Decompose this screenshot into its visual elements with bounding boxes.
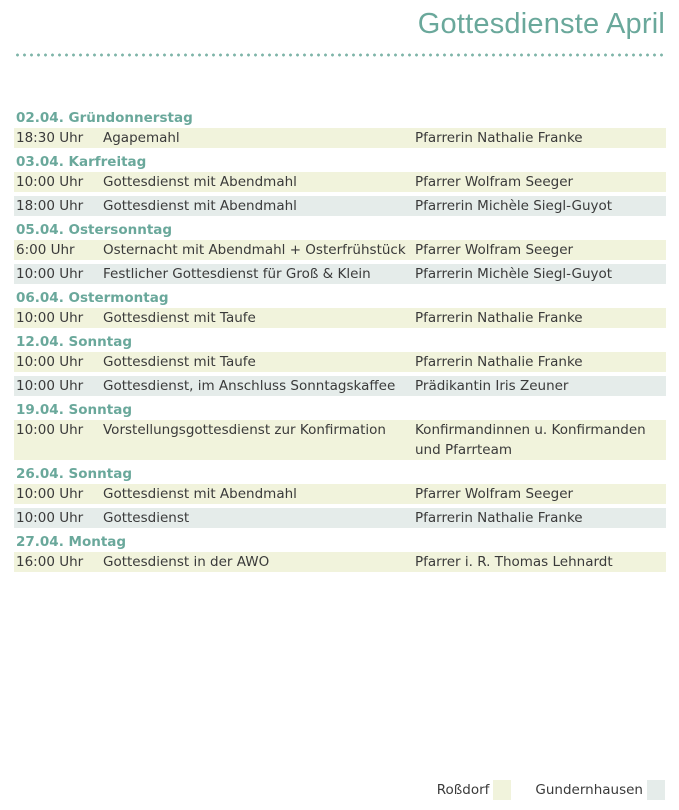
day-heading: 19.04. Sonntag [16, 402, 132, 418]
day-section [14, 220, 666, 284]
service-time: 10:00 Uhr [16, 422, 84, 438]
service-time: 10:00 Uhr [16, 266, 84, 282]
service-schedule [14, 108, 666, 576]
service-officiant: Pfarrerin Michèle Siegl-Guyot [415, 198, 613, 214]
service-officiant: Pfarrer Wolfram Seeger [415, 486, 574, 502]
service-time: 6:00 Uhr [16, 242, 75, 258]
service-row [14, 128, 666, 148]
service-officiant: Pfarrerin Nathalie Franke [415, 310, 583, 326]
service-title: Gottesdienst mit Taufe [103, 354, 256, 370]
day-section [14, 464, 666, 528]
day-heading: 12.04. Sonntag [16, 334, 132, 350]
day-section [14, 108, 666, 148]
service-row [14, 552, 666, 572]
day-heading: 03.04. Karfreitag [16, 154, 147, 170]
service-title: Gottesdienst [103, 510, 190, 526]
day-section [14, 332, 666, 396]
service-row [14, 508, 666, 528]
service-title: Gottesdienst mit Abendmahl [103, 198, 297, 214]
service-row [14, 264, 666, 284]
legend-label-rossdorf: Roßdorf [436, 782, 490, 798]
service-row [14, 196, 666, 216]
service-time: 10:00 Uhr [16, 354, 84, 370]
service-title: Festlicher Gottesdienst für Groß & Klein [103, 266, 371, 282]
legend-swatch-gundernhausen [647, 780, 665, 800]
legend-label-gundernhausen: Gundernhausen [535, 782, 643, 798]
service-title: Gottesdienst, im Anschluss Sonntagskaffee [103, 378, 396, 394]
day-heading: 06.04. Ostermontag [16, 290, 169, 306]
service-title: Gottesdienst mit Abendmahl [103, 174, 297, 190]
service-time: 16:00 Uhr [16, 554, 84, 570]
service-time: 18:30 Uhr [16, 130, 84, 146]
service-row [14, 352, 666, 372]
service-officiant: Pfarrerin Nathalie Franke [415, 510, 583, 526]
dotted-divider [14, 52, 665, 58]
service-title: Gottesdienst mit Taufe [103, 310, 256, 326]
day-section [14, 400, 666, 460]
page-title: Gottesdienste April [417, 8, 665, 40]
service-officiant: Pfarrerin Michèle Siegl-Guyot [415, 266, 613, 282]
legend [437, 780, 665, 800]
service-title: Gottesdienst in der AWO [103, 554, 270, 570]
legend-item-rossdorf [437, 780, 512, 800]
service-time: 10:00 Uhr [16, 486, 84, 502]
day-heading: 02.04. Gründonnerstag [16, 110, 193, 126]
day-section [14, 532, 666, 572]
day-section [14, 152, 666, 216]
service-title: Osternacht mit Abendmahl + Osterfrühstück [103, 242, 406, 258]
legend-item-gundernhausen [535, 780, 665, 800]
legend-swatch-rossdorf [493, 780, 511, 800]
day-heading: 26.04. Sonntag [16, 466, 132, 482]
service-time: 10:00 Uhr [16, 378, 84, 394]
service-officiant: Prädikantin Iris Zeuner [415, 378, 569, 394]
service-officiant: Konfirmandinnen u. Konfirmanden und Pfarrteam [415, 422, 646, 458]
service-time: 18:00 Uhr [16, 198, 84, 214]
service-title: Gottesdienst mit Abendmahl [103, 486, 297, 502]
service-row [14, 240, 666, 260]
service-time: 10:00 Uhr [16, 310, 84, 326]
service-time: 10:00 Uhr [16, 510, 84, 526]
service-time: 10:00 Uhr [16, 174, 84, 190]
service-officiant: Pfarrer Wolfram Seeger [415, 174, 574, 190]
service-officiant: Pfarrer i. R. Thomas Lehnardt [415, 554, 613, 570]
day-section [14, 288, 666, 328]
service-officiant: Pfarrerin Nathalie Franke [415, 354, 583, 370]
service-title: Vorstellungsgottesdienst zur Konfirmation [103, 422, 386, 438]
service-officiant: Pfarrerin Nathalie Franke [415, 130, 583, 146]
service-row [14, 420, 666, 460]
day-heading: 05.04. Ostersonntag [16, 222, 173, 238]
service-row [14, 376, 666, 396]
service-row [14, 484, 666, 504]
service-title: Agapemahl [103, 130, 180, 146]
service-row [14, 172, 666, 192]
day-heading: 27.04. Montag [16, 534, 127, 550]
service-row [14, 308, 666, 328]
service-officiant: Pfarrer Wolfram Seeger [415, 242, 574, 258]
